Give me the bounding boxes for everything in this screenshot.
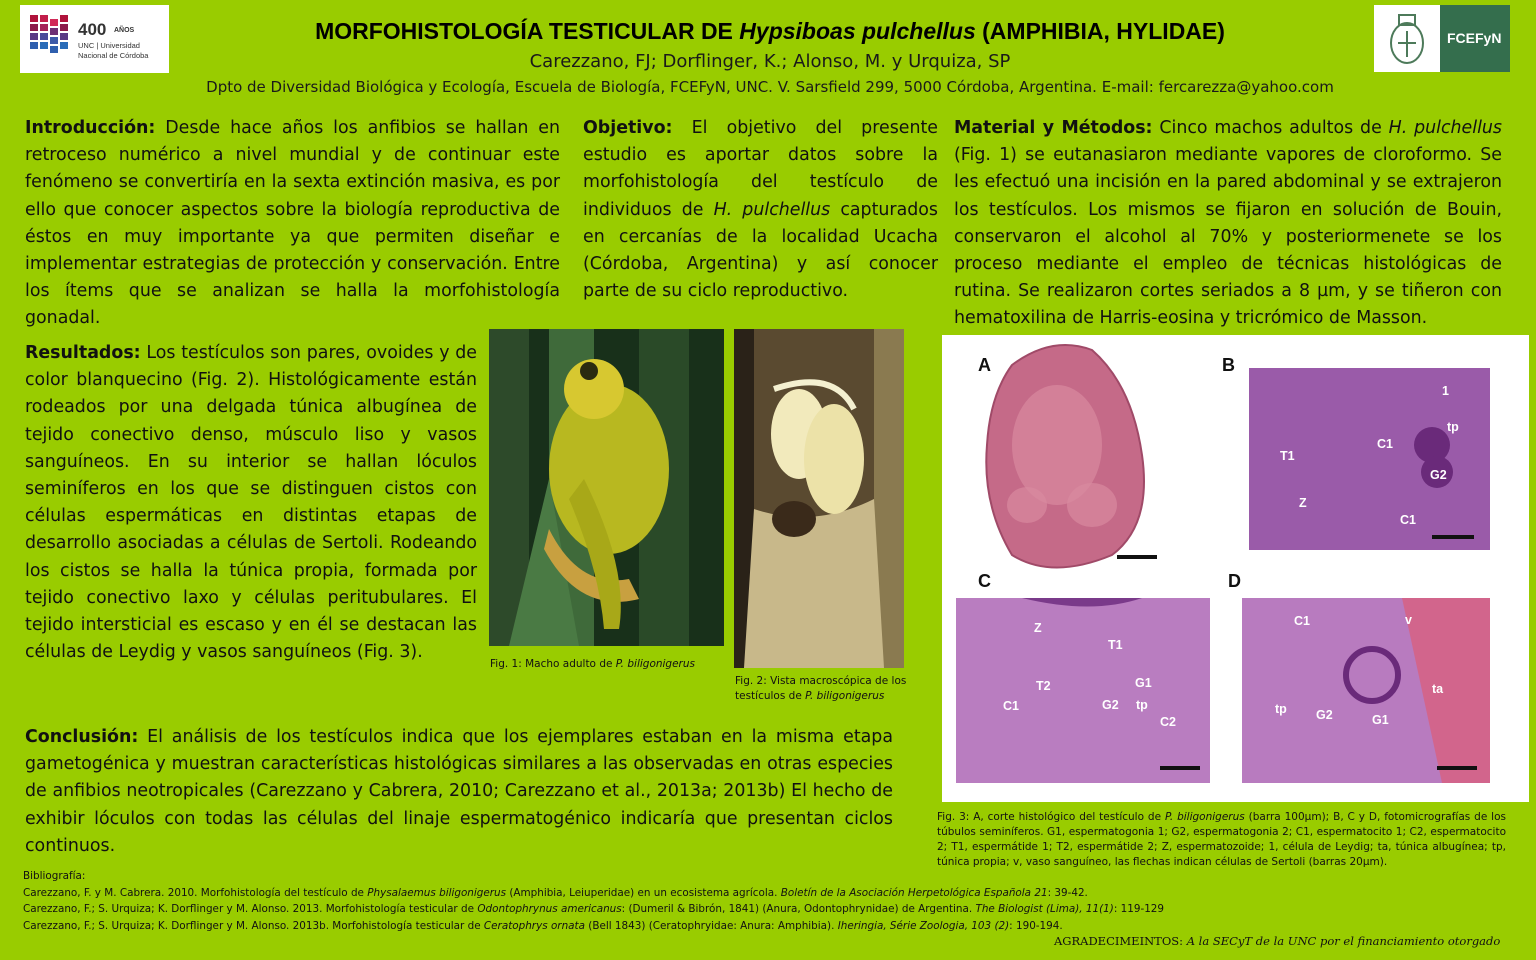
fig1-caption-text: Fig. 1: Macho adulto de [490, 658, 616, 670]
objetivo-text1: El objetivo del presente estudio es aportar datos sobre la morfohistología del testículo de individuos de [583, 118, 938, 220]
label-c-z: Z [1034, 621, 1042, 635]
metodos-heading: Material y Métodos: [954, 118, 1153, 138]
authors: Carezzano, FJ; Dorflinger, K.; Alonso, M. y Urquiza, SP [529, 51, 1011, 72]
ack-text: A la SECyT de la UNC por el financiamiento otorgado [1183, 934, 1501, 948]
label-b-z: Z [1299, 496, 1307, 510]
label-d-tp: tp [1275, 702, 1287, 716]
ref1-a: Carezzano, F. y M. Cabrera. 2010. Morfohistología del testículo de [23, 886, 368, 899]
unc-logo-years: 400 [78, 20, 107, 39]
label-d-c1: C1 [1294, 614, 1310, 628]
label-c-g2: G2 [1102, 698, 1119, 712]
ref3-species: Ceratophrys ornata [483, 919, 585, 932]
conclusion-text: El análisis de los testículos indica que los ejemplares estaban en la misma etapa gametogénica y muestran características histológicas similares a las observadas en otras especies de anfibios neotropicales (Carezzano y Cabrera, 2010; Carezzano et al., 2013a; 2013b) El hecho de exhibir lóculos con todas las células del linaje espermatogénico indicaría que presentan ciclos continuos. [25, 727, 893, 856]
metodos-species: H. pulchellus [1388, 118, 1502, 138]
ref2-species: Odontophrynus americanus [477, 903, 622, 915]
title-pre: MORFOHISTOLOGÍA TESTICULAR DE [315, 18, 740, 44]
label-b-g2: G2 [1430, 468, 1447, 482]
label-b-t1: T1 [1280, 449, 1295, 463]
label-b-c1b: C1 [1400, 513, 1416, 527]
histology-panel-icon [942, 335, 1529, 802]
fcefyn-seal [1374, 5, 1440, 72]
intro-text: Desde hace años los anfibios se hallan en retroceso numérico a nivel mundial y de continuar este fenómeno se convertiría en la sexta extinción masiva, es por ello que conocer aspectos sobre la biología reproductiva de éstos en muy importante ya que permiten diseñar e implementar estrategias de protección y conservación. Entre los ítems que se analizan se halla la morfohistología gonadal. [25, 118, 560, 329]
bibliography-ref-3 [23, 918, 1223, 935]
metodos-text2: (Fig. 1) se eutanasiaron mediante vapores de cloroformo. Se les efectuó una incisión en la pared abdominal y se extrajeron los testículos. Los mismos se fijaron en solución de Bouin, conservaron el alcohol al 70% y posteriormenete se los proceso mediante el empleo de técnicas histológicas de rutina. Se realizaron cortes seriados a 8 µm, y se tiñeron con hematoxilina de Harris-eosina y tricrómico de Masson. [954, 145, 1502, 329]
frog-image-icon [489, 329, 724, 646]
objetivo-section [583, 115, 938, 305]
ref1-journal: Boletín de la Asociación Herpetológica Española 21 [780, 886, 1048, 899]
label-c-t2: T2 [1036, 679, 1051, 693]
label-c-g1: G1 [1135, 676, 1152, 690]
fig2-testes-photo [734, 329, 904, 668]
bibliography [23, 868, 1223, 934]
title-post: (AMPHIBIA, HYLIDAE) [975, 18, 1225, 44]
fcefyn-logo [1374, 5, 1510, 72]
ref3-a: Carezzano, F.; S. Urquiza; K. Dorflinger y M. Alonso. 2013b. Morfohistología testicular de [23, 919, 484, 932]
fig2-caption-species: P. biligonigerus [805, 690, 885, 702]
acknowledgements [1054, 934, 1500, 948]
resultados-section [25, 340, 477, 666]
objetivo-text2: capturados en cercanías de la localidad Ucacha (Córdoba, Argentina) y así conocer parte de su ciclo reproductivo. [583, 199, 938, 302]
label-b-tp: tp [1447, 420, 1459, 434]
fig3-histology-panel [942, 335, 1529, 802]
fig2-caption [735, 674, 915, 704]
fig3-caption-pre: Fig. 3: A, corte histológico del testículo de [937, 811, 1165, 823]
resultados-text: Los testículos son pares, ovoides y de color blanquecino (Fig. 2). Histológicamente están rodeados por una delgada túnica albugínea de tejido conectivo denso, músculo liso y vasos sanguíneos. En su interior se hallan lóculos seminíferos en los que se distinguen cistos con células espermáticas en distintas etapas de desarrollo asociadas a células de Sertoli. Rodeando los cistos se halla la túnica propia, formada por tejido conectivo laxo y células peritubulares. El tejido intersticial es escaso y en él se destacan las células de Leydig y vasos sanguíneos (Fig. 3). [25, 343, 477, 663]
bibliography-ref-1 [23, 885, 1223, 902]
panel-letter-d: D [1228, 571, 1241, 591]
fcefyn-text: FCEFyN [1447, 30, 1502, 46]
fig2-caption-text: Fig. 2: Vista macroscópica de los testículos de [735, 675, 907, 702]
conclusion-section [25, 724, 893, 860]
label-c-t1: T1 [1108, 638, 1123, 652]
label-c-c2: C2 [1160, 715, 1176, 729]
label-b-c1: C1 [1377, 437, 1393, 451]
metodos-section [954, 115, 1502, 333]
ref3-b: (Bell 1843) (Ceratophryidae: Anura: Amphibia). [584, 919, 838, 932]
label-c-c1: C1 [1003, 699, 1019, 713]
fig3-caption [937, 810, 1506, 870]
ref2-b: : (Dumeril & Bibrón, 1841) (Anura, Odontophrynidae) de Argentina. [621, 903, 976, 915]
ref1-species: Physalaemus biligonigerus [367, 886, 507, 899]
label-d-g2: G2 [1316, 708, 1333, 722]
ref3-journal: Iheringia, Série Zoologia, 103 (2) [837, 919, 1010, 932]
label-d-g1: G1 [1372, 713, 1389, 727]
label-c-tp: tp [1136, 698, 1148, 712]
label-d-ta: ta [1432, 682, 1444, 696]
unc-logo-line1: UNC | Universidad [78, 41, 140, 50]
panel-letter-c: C [978, 571, 991, 591]
fig3-caption-post: (barra 100µm); B, C y D, fotomicrografías de los túbulos seminíferos. G1, espermatogonia 1; G2, espermatogonia 2; C1, espermatocito 1; C2, espermatocito 2; T1, espermátide 1; T2, espermátide 2; Z, espermatozoide; 1, célula de Leydig; ta, túnica albugínea; tp, túnica propia; v, vaso sanguíneo, las flechas indican células de Sertoli (barras 20µm). [937, 811, 1506, 868]
bibliography-heading: Bibliografía: [23, 870, 86, 882]
objetivo-heading: Objetivo: [583, 118, 673, 138]
title-species: Hypsiboas pulchellus [739, 18, 976, 44]
testes-image-icon [734, 329, 904, 668]
resultados-heading: Resultados: [25, 343, 141, 363]
affiliation: Dpto de Diversidad Biológica y Ecología, Escuela de Biología, FCEFyN, UNC. V. Sarsfield 299, 5000 Córdoba, Argentina. E-mail: fercarezza@yahoo.com [206, 78, 1334, 96]
unc-logo [20, 5, 169, 73]
intro-section [25, 115, 560, 333]
conclusion-heading: Conclusión: [25, 727, 139, 747]
ref2-c: : 119-129 [1113, 903, 1165, 915]
ref3-c: : 190-194. [1009, 919, 1063, 932]
bibliography-ref-2 [23, 901, 1223, 918]
fig1-frog-photo [489, 329, 724, 646]
ref1-b: (Amphibia, Leiuperidae) en un ecosistema agrícola. [506, 886, 781, 899]
poster-title [170, 18, 1370, 45]
ref2-journal: The Biologist (Lima), 11(1) [975, 903, 1114, 915]
intro-heading: Introducción: [25, 118, 156, 138]
panel-letter-b: B [1222, 355, 1235, 375]
label-b-1: 1 [1442, 384, 1449, 398]
fig1-caption [490, 657, 730, 672]
fig3-caption-species: P. biligonigerus [1164, 811, 1245, 823]
unc-logo-anios: AÑOS [114, 27, 135, 34]
unc-logo-line2: Nacional de Córdoba [78, 51, 149, 60]
ack-label: AGRADECIMEINTOS: [1054, 934, 1184, 948]
ref1-c: : 39-42. [1047, 886, 1088, 899]
panel-letter-a: A [978, 355, 991, 375]
ref2-a: Carezzano, F.; S. Urquiza; K. Dorflinger y M. Alonso. 2013. Morfohistología testicular de [23, 903, 478, 915]
objetivo-species: H. pulchellus [713, 199, 831, 220]
metodos-text1: Cinco machos adultos de [1152, 118, 1389, 138]
fig1-caption-species: P. biligonigerus [615, 658, 696, 670]
label-d-v: v [1405, 613, 1412, 627]
fcefyn-badge [1440, 5, 1510, 72]
seal-icon [1374, 5, 1440, 72]
